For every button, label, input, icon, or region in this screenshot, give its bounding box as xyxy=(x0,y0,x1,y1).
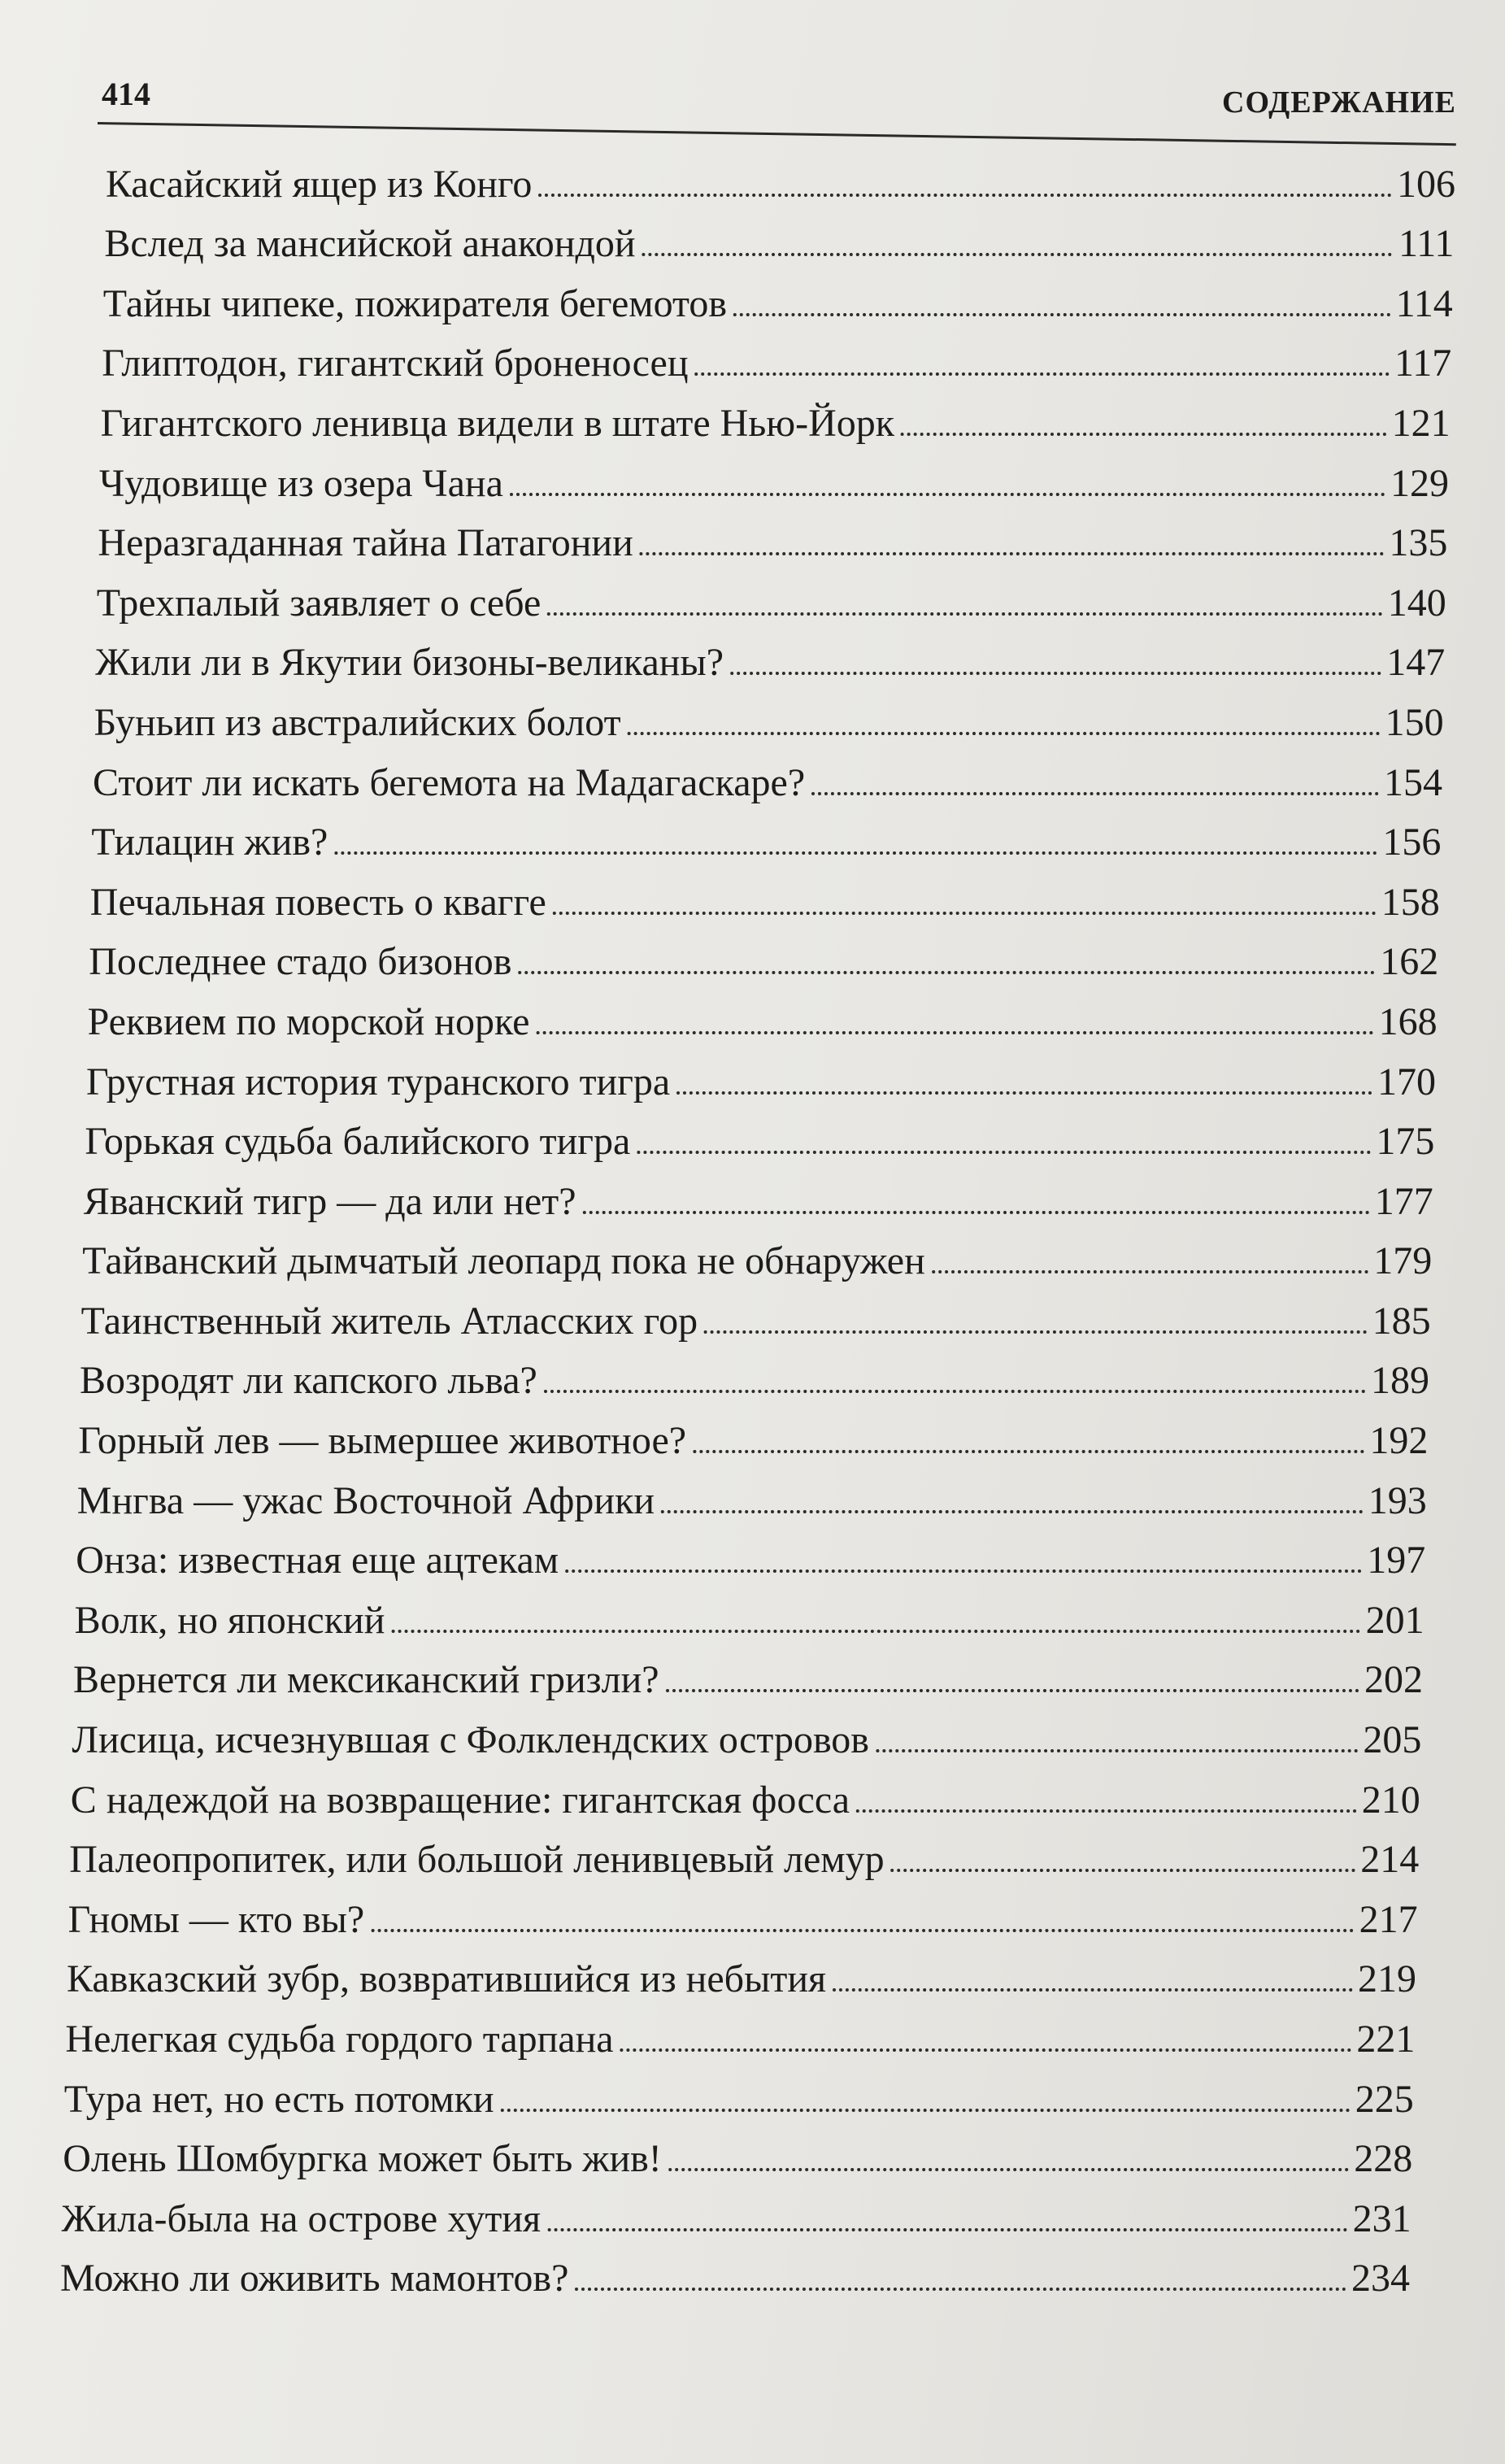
toc-entry xyxy=(85,1104,1434,1165)
toc-entry-page: 225 xyxy=(1355,2077,1414,2121)
toc-entry-title: Глиптодон, гигантский броненосец xyxy=(102,342,689,385)
toc-entry-title: Тура нет, но есть потомки xyxy=(63,2077,494,2121)
toc-entry-title: Лисица, исчезнувшая с Фолклендских островов xyxy=(72,1718,869,1762)
toc-entry-page: 205 xyxy=(1363,1718,1422,1762)
toc-entry xyxy=(94,685,1444,745)
toc-entry-page: 189 xyxy=(1371,1359,1429,1403)
toc-entry xyxy=(84,1164,1433,1224)
toc-entry-page: 168 xyxy=(1378,999,1438,1043)
toc-entry xyxy=(95,625,1445,686)
toc-entry-title: Буньип из австралийских болот xyxy=(94,700,621,744)
toc-entry-title: Реквием по морской норке xyxy=(87,999,530,1043)
toc-entry-page: 221 xyxy=(1356,2018,1416,2061)
toc-entry-page: 106 xyxy=(1397,162,1455,206)
toc-dot-leader xyxy=(661,1510,1364,1513)
toc-dot-leader xyxy=(583,1211,1370,1214)
toc-entry-title: Неразгаданная тайна Патагонии xyxy=(98,521,633,565)
toc-entry-page: 192 xyxy=(1369,1419,1429,1463)
toc-dot-leader xyxy=(334,851,1377,855)
toc-entry-page: 162 xyxy=(1380,940,1439,984)
toc-dot-leader xyxy=(637,1151,1371,1154)
toc-entry-title: Горный лев — вымершее животное? xyxy=(78,1419,687,1463)
toc-entry xyxy=(91,805,1441,865)
toc-entry-page: 121 xyxy=(1391,401,1451,445)
toc-entry-title: Печальная повесть о квагге xyxy=(89,880,546,924)
toc-dot-leader xyxy=(553,912,1377,915)
toc-entry-title: Чудовище из озера Чана xyxy=(99,461,503,505)
toc-dot-leader xyxy=(676,1091,1372,1095)
toc-entry-title: С надеждой на возвращение: гигантская фосса xyxy=(70,1778,850,1822)
toc-entry-page: 202 xyxy=(1364,1658,1423,1702)
toc-entry-title: Кавказский зубр, возвратившийся из небытия xyxy=(67,1957,827,2001)
toc-entry xyxy=(90,864,1440,925)
toc-entry-title: Гигантского ленивца видели в штате Нью-Йорк xyxy=(100,401,895,445)
toc-entry-page: 135 xyxy=(1389,521,1448,565)
toc-entry-title: Грустная история туранского тигра xyxy=(86,1060,671,1104)
toc-entry xyxy=(67,1942,1416,2002)
page-number: 414 xyxy=(102,76,150,112)
toc-entry xyxy=(97,565,1446,625)
toc-dot-leader xyxy=(704,1330,1368,1334)
toc-entry xyxy=(81,1283,1431,1343)
toc-entry xyxy=(93,745,1442,805)
toc-dot-leader xyxy=(811,792,1379,795)
toc-dot-leader xyxy=(668,2168,1349,2171)
toc-dot-leader xyxy=(693,1450,1364,1453)
toc-dot-leader xyxy=(856,1809,1357,1813)
toc-entry xyxy=(104,207,1454,267)
toc-entry-title: Гномы — кто вы? xyxy=(67,1897,365,1941)
toc-entry-page: 179 xyxy=(1373,1239,1433,1283)
table-of-contents xyxy=(60,146,1455,2301)
toc-entry xyxy=(72,1702,1421,1762)
toc-entry-page: 111 xyxy=(1398,222,1455,266)
toc-entry xyxy=(99,446,1449,506)
toc-entry-title: Тилацин жив? xyxy=(91,821,328,864)
toc-entry-title: Яванский тигр — да или нет? xyxy=(83,1179,576,1223)
toc-entry-page: 193 xyxy=(1368,1478,1427,1522)
toc-dot-leader xyxy=(640,552,1385,555)
toc-entry xyxy=(64,2061,1414,2122)
toc-entry-title: Волк, но японский xyxy=(74,1598,385,1642)
toc-dot-leader xyxy=(666,1689,1359,1692)
toc-entry xyxy=(60,2241,1410,2301)
toc-entry xyxy=(75,1582,1425,1643)
toc-entry xyxy=(71,1762,1420,1822)
toc-dot-leader xyxy=(544,1390,1366,1393)
toc-dot-leader xyxy=(565,1569,1362,1573)
toc-dot-leader xyxy=(901,433,1387,436)
toc-entry xyxy=(63,2122,1412,2182)
toc-entry-page: 217 xyxy=(1359,1897,1418,1941)
toc-entry xyxy=(76,1523,1425,1583)
toc-entry xyxy=(98,506,1447,566)
toc-entry-page: 234 xyxy=(1351,2257,1410,2301)
toc-dot-leader xyxy=(642,253,1393,256)
toc-entry xyxy=(69,1822,1419,1883)
toc-dot-leader xyxy=(510,493,1385,496)
toc-entry-page: 150 xyxy=(1385,700,1444,744)
toc-entry-title: Тайванский дымчатый леопард пока не обнаружен xyxy=(82,1239,925,1283)
toc-entry-page: 231 xyxy=(1352,2196,1411,2240)
toc-entry xyxy=(62,2181,1411,2241)
toc-entry-page: 147 xyxy=(1386,641,1446,685)
toc-entry xyxy=(82,1224,1432,1284)
toc-dot-leader xyxy=(730,672,1381,675)
toc-entry-title: Трехпалый заявляет о себе xyxy=(96,581,542,625)
toc-entry-title: Возродят ли капского льва? xyxy=(80,1359,537,1403)
toc-entry-page: 154 xyxy=(1384,760,1442,804)
toc-entry-page: 219 xyxy=(1358,1957,1416,2001)
toc-dot-leader xyxy=(620,2048,1352,2052)
toc-entry-title: Стоит ли искать бегемота на Мадагаскаре? xyxy=(93,760,806,804)
toc-dot-leader xyxy=(695,372,1390,376)
toc-entry-page: 158 xyxy=(1381,880,1440,924)
toc-entry xyxy=(89,925,1438,985)
toc-dot-leader xyxy=(733,313,1391,316)
toc-entry-title: Жила-была на острове хутия xyxy=(61,2196,542,2240)
toc-entry-page: 156 xyxy=(1382,821,1442,864)
toc-entry-page: 210 xyxy=(1361,1778,1420,1822)
toc-entry xyxy=(88,984,1438,1044)
toc-dot-leader xyxy=(876,1749,1358,1752)
running-title: СОДЕРЖАНИЕ xyxy=(1222,85,1456,120)
toc-dot-leader xyxy=(371,1929,1354,1932)
toc-entry-title: Горькая судьба балийского тигра xyxy=(85,1120,631,1164)
toc-entry-page: 175 xyxy=(1376,1120,1435,1164)
toc-entry-title: Можно ли оживить мамонтов? xyxy=(60,2257,569,2301)
toc-entry xyxy=(73,1643,1423,1703)
toc-dot-leader xyxy=(575,2288,1346,2291)
toc-entry-title: Олень Шомбургка может быть жив! xyxy=(63,2137,662,2181)
toc-dot-leader xyxy=(833,1988,1353,1992)
toc-dot-leader xyxy=(501,2109,1351,2112)
toc-entry-page: 177 xyxy=(1374,1179,1433,1223)
toc-dot-leader xyxy=(536,1031,1373,1034)
toc-entry-title: Вернется ли мексиканский гризли? xyxy=(73,1658,659,1702)
toc-entry-title: Онза: известная еще ацтекам xyxy=(76,1539,559,1582)
toc-entry-title: Последнее стадо бизонов xyxy=(89,940,512,984)
toc-entry-page: 185 xyxy=(1372,1299,1431,1343)
toc-entry-page: 197 xyxy=(1367,1539,1426,1582)
toc-entry-page: 129 xyxy=(1390,461,1449,505)
toc-entry-title: Нелегкая судьба гордого тарпана xyxy=(65,2018,614,2061)
toc-entry-title: Жили ли в Якутии бизоны-великаны? xyxy=(95,641,724,685)
toc-dot-leader xyxy=(391,1630,1360,1633)
toc-dot-leader xyxy=(547,612,1383,616)
toc-entry-page: 214 xyxy=(1360,1838,1420,1882)
page-header xyxy=(102,67,1456,132)
toc-entry xyxy=(103,266,1453,326)
toc-entry-page: 114 xyxy=(1395,281,1453,325)
toc-entry-page: 201 xyxy=(1365,1598,1425,1642)
toc-entry-title: Касайский ящер из Конго xyxy=(106,162,533,206)
toc-entry xyxy=(102,326,1451,386)
toc-entry xyxy=(65,2001,1415,2061)
toc-entry xyxy=(86,1044,1436,1104)
toc-entry-title: Тайны чипеке, пожирателя бегемотов xyxy=(102,281,728,325)
toc-dot-leader xyxy=(891,1869,1356,1872)
toc-entry-page: 228 xyxy=(1354,2137,1413,2181)
toc-entry-title: Палеопропитек, или большой ленивцевый лемур xyxy=(69,1838,885,1882)
toc-entry-title: Вслед за мансийской анакондой xyxy=(104,222,636,266)
toc-entry-page: 140 xyxy=(1387,581,1446,625)
toc-entry xyxy=(68,1882,1418,1942)
toc-entry xyxy=(78,1403,1428,1463)
toc-entry-page: 170 xyxy=(1377,1060,1436,1104)
toc-entry xyxy=(106,146,1455,207)
toc-entry-page: 117 xyxy=(1394,342,1452,385)
toc-dot-leader xyxy=(547,2228,1347,2231)
toc-entry xyxy=(77,1463,1427,1523)
toc-entry xyxy=(80,1343,1429,1404)
toc-entry-title: Мнгва — ужас Восточной Африки xyxy=(76,1478,655,1522)
toc-entry-title: Таинственный житель Атласских гор xyxy=(80,1299,698,1343)
toc-dot-leader xyxy=(518,971,1375,974)
toc-dot-leader xyxy=(932,1270,1368,1273)
toc-dot-leader xyxy=(628,732,1381,735)
toc-dot-leader xyxy=(538,194,1392,197)
toc-entry xyxy=(101,385,1451,446)
